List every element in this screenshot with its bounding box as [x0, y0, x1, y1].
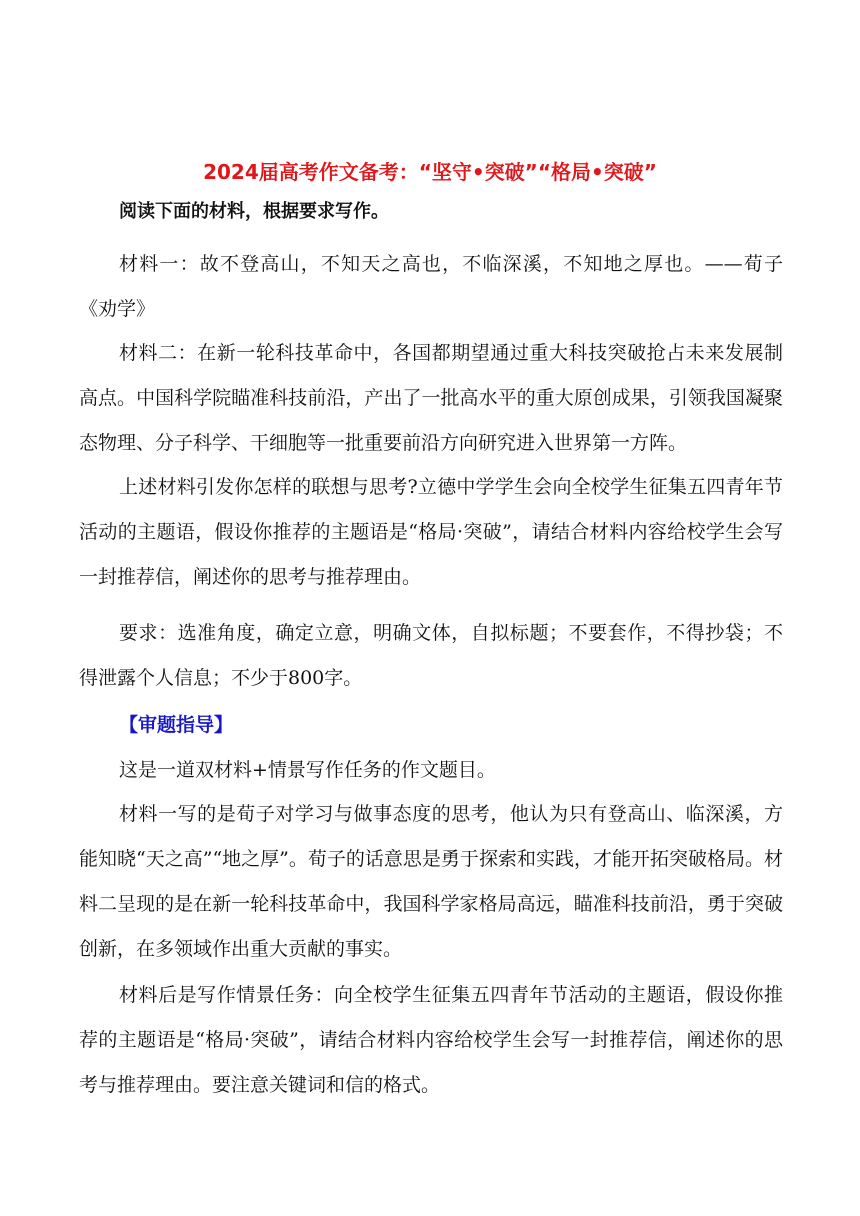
writing-task-paragraph: 上述材料引发你怎样的联想与思考?立德中学学生会向全校学生征集五四青年节活动的主题语，假设你推荐的主题语是“格局·突破”，请结合材料内容给校学生会写一封推荐信，阐述你的思考与推荐理由。 [79, 476, 783, 588]
guide-intro-paragraph: 这是一道双材料+情景写作任务的作文题目。 [119, 759, 496, 781]
guide-task-paragraph: 材料后是写作情景任务：向全校学生征集五四青年节活动的主题语，假设你推荐的主题语是“格局·突破”，请结合材料内容给校学生会写一封推荐信，阐述你的思考与推荐理由。要注意关键词和信的格式。 [79, 984, 783, 1096]
instruction-text: 阅读下面的材料，根据要求写作。 [119, 201, 389, 222]
material-two-paragraph: 材料二：在新一轮科技革命中，各国都期望通过重大科技突破抢占未来发展制高点。中国科学院瞄准科技前沿，产出了一批高水平的重大原创成果，引领我国凝聚态物理、分子科学、干细胞等一批重要前沿方向研究进入世界第一方阵。 [79, 342, 783, 454]
requirements-paragraph: 要求：选准角度，确定立意，明确文体，自拟标题；不要套作，不得抄袋；不得泄露个人信息；不少于800字。 [79, 622, 783, 689]
guide-analysis-paragraph: 材料一写的是荀子对学习与做事态度的思考，他认为只有登高山、临深溪，方能知晓“天之高”“地之厚”。荀子的话意思是勇于探索和实践，才能开拓突破格局。材料二呈现的是在新一轮科技革命中，我国科学家格局高远，瞄准科技前沿，勇于突破创新，在多领域作出重大贡献的事实。 [79, 803, 783, 960]
document-title: 2024届高考作文备考：“坚守•突破”“格局•突破” [203, 160, 657, 184]
material-one-paragraph: 材料一：故不登高山，不知天之高也，不临深溪，不知地之厚也。——荀子《劝学》 [79, 253, 783, 320]
review-guide-heading: 【审题指导】 [119, 714, 234, 736]
